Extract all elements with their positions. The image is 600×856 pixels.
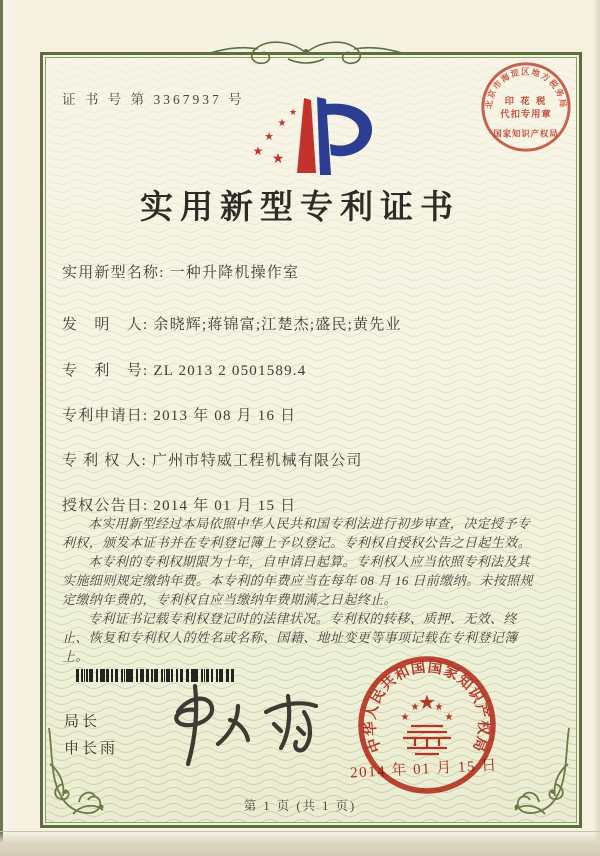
field-inventors bbox=[62, 313, 402, 334]
scan-paper-edge-bottom bbox=[0, 831, 600, 856]
logo-stars bbox=[253, 108, 297, 167]
svg-text:★: ★ bbox=[444, 712, 454, 723]
field-value: 2014 年 01 月 15 日 bbox=[153, 498, 297, 514]
svg-text:★: ★ bbox=[418, 690, 436, 714]
logo-red-wedge bbox=[297, 98, 316, 173]
page-title: 实用新型专利证书 bbox=[140, 190, 460, 226]
tax-seal-center-line2: 代扣专用章 bbox=[500, 108, 552, 119]
certificate-number: 证 书 号 第 3367937 号 bbox=[62, 92, 245, 107]
commissioner-signature bbox=[150, 678, 350, 778]
legal-paragraph-2: 本专利的专利权期限为十年，自申请日起算。专利权人应当依照专利法及其实施细则规定缴纳年费。本专利的年费应当在每年 08 月 16 日前缴纳。未按照规定缴纳年费的，专利权自应当缴纳年费期满之日起终止。 bbox=[62, 554, 534, 607]
svg-text:★: ★ bbox=[252, 144, 264, 158]
field-value: ZL 2013 2 0501589.4 bbox=[153, 363, 307, 379]
seal-date: 2014 年 01 月 15 日 bbox=[349, 757, 499, 782]
commissioner-title: 局长 bbox=[64, 714, 101, 730]
top-border-flourish-ornament bbox=[196, 37, 416, 69]
page-number-footer: 第 1 页 (共 1 页) bbox=[243, 799, 357, 813]
svg-text:★: ★ bbox=[277, 118, 287, 129]
field-label: 发 明 人: bbox=[62, 317, 149, 333]
svg-text:★: ★ bbox=[264, 130, 274, 143]
field-label: 专 利 权 人: bbox=[62, 453, 148, 469]
field-value: 一种升降机操作室 bbox=[169, 265, 300, 281]
svg-text:★: ★ bbox=[410, 702, 420, 713]
tax-seal-bottom-arc-text: 国家知识产权局 bbox=[493, 128, 559, 139]
field-filing-date bbox=[62, 404, 296, 425]
field-label: 专 利 号: bbox=[62, 363, 149, 379]
tax-withholding-seal bbox=[477, 58, 575, 156]
field-label: 授权公告日: bbox=[62, 498, 149, 514]
scan-shadow-right bbox=[593, 0, 600, 856]
tax-seal-center-line1: 印 花 税 bbox=[504, 96, 548, 107]
field-patentee bbox=[62, 449, 363, 470]
svg-text:★: ★ bbox=[271, 151, 285, 167]
legal-paragraph-3: 专利证书记载专利权登记时的法律状况。专利权的转移、质押、无效、终止、恢复和专利权人的姓名或名称、国籍、地址变更等事项记载在专利登记簿上。 bbox=[62, 611, 518, 664]
seal-ring-text: 中华人民共和国国家知识产权局 bbox=[362, 659, 492, 755]
cnipa-logo bbox=[246, 93, 376, 181]
tax-seal-top-arc-text: 北京市海淀区地方税务局 bbox=[483, 66, 569, 110]
national-emblem-stars bbox=[401, 690, 454, 723]
national-emblem-gate bbox=[403, 726, 451, 754]
scan-paper-edge-left bbox=[3, 0, 17, 856]
field-value: 2013 年 08 月 16 日 bbox=[153, 408, 297, 424]
svg-text:★: ★ bbox=[400, 712, 410, 723]
field-label: 实用新型名称: bbox=[62, 265, 165, 281]
legal-paragraph-1: 本实用新型经过本局依照中华人民共和国专利法进行初步审查，决定授予专利权，颁发本证书并在专利登记簿上予以登记。专利权自授权公告之日起生效。 bbox=[62, 516, 532, 550]
legal-text-block bbox=[62, 514, 542, 666]
logo-blue-bowl bbox=[326, 104, 372, 157]
svg-text:★: ★ bbox=[434, 702, 444, 713]
field-patent-number bbox=[62, 359, 306, 380]
commissioner-name: 申长雨 bbox=[64, 741, 119, 757]
field-utility-model-name bbox=[62, 261, 299, 282]
svg-text:★: ★ bbox=[288, 108, 298, 118]
field-grant-publication-date bbox=[62, 494, 296, 515]
field-value: 广州市特威工程机械有限公司 bbox=[152, 453, 363, 469]
field-value: 余晓辉;蒋锦富;江楚杰;盛民;黄先业 bbox=[153, 317, 402, 333]
field-label: 专利申请日: bbox=[62, 408, 149, 424]
scan-dark-edge-left bbox=[0, 0, 3, 856]
